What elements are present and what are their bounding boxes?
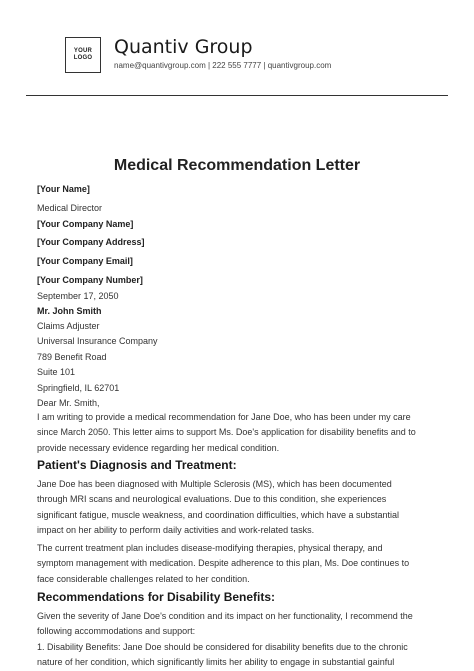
paragraph-line: Given the severity of Jane Doe's condition and its impact on her functionality, I recommend the — [37, 611, 413, 621]
paragraph-line: through MRI scans and neurological evaluations. Due to this condition, she experiences — [37, 494, 387, 505]
section-heading-recommendations: Recommendations for Disability Benefits: — [37, 590, 276, 604]
company-name: Quantiv Group — [114, 36, 253, 58]
intro-line: provide necessary evidence regarding her medical condition. — [37, 442, 280, 453]
sender-position: Medical Director — [37, 203, 103, 213]
treatment-paragraph — [37, 541, 447, 587]
recipient-company: Universal Insurance Company — [37, 336, 158, 346]
recipient-name: Mr. John Smith — [37, 306, 102, 316]
paragraph-line: impact on her ability to perform daily activities and work-related tasks. — [37, 524, 315, 535]
sender-address: [Your Company Address] — [37, 237, 145, 247]
sender-number: [Your Company Number] — [37, 275, 143, 285]
paragraph-line: face considerable challenges related to her condition. — [37, 573, 250, 584]
logo-placeholder — [65, 37, 101, 73]
paragraph-line: Jane Doe has been diagnosed with Multiple Sclerosis (MS), which has been documented — [37, 479, 392, 489]
diagnosis-paragraph — [37, 477, 447, 538]
sender-company: [Your Company Name] — [37, 219, 134, 229]
recipient-street: 789 Benefit Road — [37, 352, 107, 362]
recipient-suite: Suite 101 — [37, 367, 76, 377]
header-divider — [26, 95, 448, 96]
paragraph-line: symptom management with medication. Despite adherence to this plan, Ms. Doe continues to — [37, 558, 410, 569]
recipient-title: Claims Adjuster — [37, 321, 100, 331]
list-item-line: nature of her condition, which significantly limits her ability to engage in substantial gainful — [37, 657, 395, 668]
sender-name: [Your Name] — [37, 184, 90, 194]
paragraph-line: following accommodations and support: — [37, 626, 196, 637]
company-contact: name@quantivgroup.com | 222 555 7777 | quantivgroup.com — [114, 61, 332, 70]
intro-line: I am writing to provide a medical recommendation for Jane Doe, who has been under my care — [37, 412, 411, 422]
recommendations-paragraph — [37, 609, 447, 640]
paragraph-line: significant fatigue, muscle weakness, and coordination difficulties, which have a substantial — [37, 509, 400, 520]
intro-paragraph — [37, 410, 447, 456]
sender-email: [Your Company Email] — [37, 256, 133, 266]
recipient-city: Springfield, IL 62701 — [37, 383, 120, 393]
paragraph-line: The current treatment plan includes disease-modifying therapies, physical therapy, and — [37, 543, 383, 553]
letter-date: September 17, 2050 — [37, 291, 119, 301]
logo-text-line2: LOGO — [73, 55, 93, 61]
recommendation-item-1 — [37, 640, 447, 671]
list-item-line: 1. Disability Benefits: Jane Doe should be considered for disability benefits due to the chronic — [37, 642, 408, 652]
section-heading-diagnosis: Patient's Diagnosis and Treatment: — [37, 458, 237, 472]
logo-text-line1: YOUR — [73, 48, 93, 54]
intro-line: since March 2050. This letter aims to support Ms. Doe's application for disability benefits and to — [37, 427, 416, 438]
letter-title: Medical Recommendation Letter — [113, 157, 361, 174]
salutation: Dear Mr. Smith, — [37, 398, 100, 408]
